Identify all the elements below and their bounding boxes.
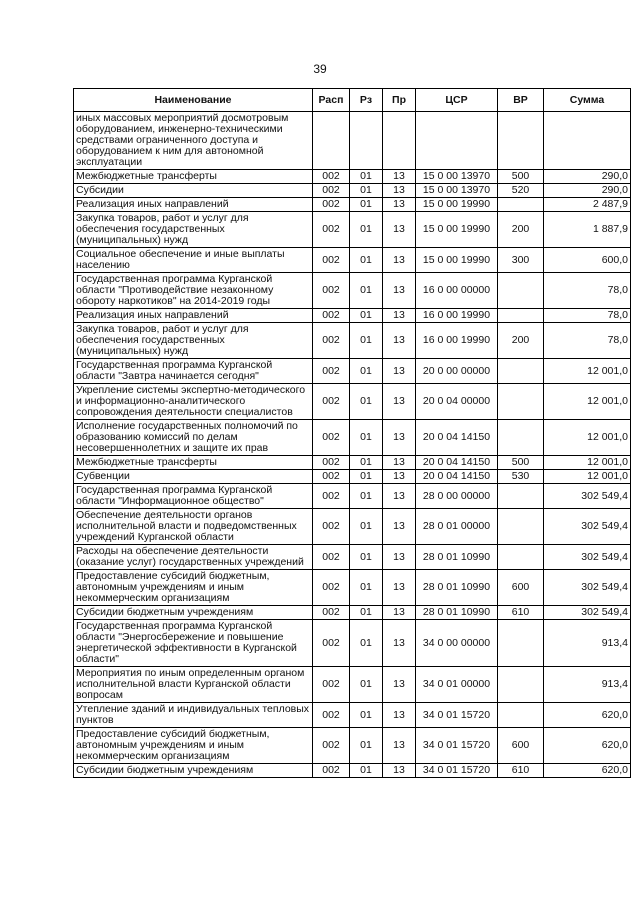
cell-csr: 16 0 00 00000 [416, 273, 498, 309]
table-row [74, 323, 631, 359]
cell-csr: 20 0 04 00000 [416, 384, 498, 420]
table-row [74, 667, 631, 703]
cell-pr: 13 [383, 545, 416, 570]
cell-sum: 2 487,9 [544, 198, 631, 212]
table-row [74, 273, 631, 309]
cell-name: Субсидии бюджетным учреждениям [74, 764, 313, 778]
cell-rasp [313, 112, 350, 170]
cell-name: Межбюджетные трансферты [74, 456, 313, 470]
cell-csr: 34 0 01 15720 [416, 728, 498, 764]
cell-pr: 13 [383, 420, 416, 456]
cell-vr [498, 545, 544, 570]
table-row [74, 184, 631, 198]
cell-rz: 01 [350, 273, 383, 309]
table-row [74, 420, 631, 456]
cell-rz: 01 [350, 184, 383, 198]
cell-rz: 01 [350, 420, 383, 456]
cell-sum: 290,0 [544, 170, 631, 184]
cell-sum: 620,0 [544, 764, 631, 778]
cell-csr: 20 0 04 14150 [416, 420, 498, 456]
table-row [74, 170, 631, 184]
cell-rz: 01 [350, 667, 383, 703]
budget-table [73, 88, 631, 778]
cell-rasp: 002 [313, 703, 350, 728]
table-row [74, 198, 631, 212]
cell-rz: 01 [350, 359, 383, 384]
table-row [74, 703, 631, 728]
table-row [74, 112, 631, 170]
cell-rz: 01 [350, 620, 383, 667]
cell-rasp: 002 [313, 509, 350, 545]
cell-vr [498, 703, 544, 728]
cell-sum: 12 001,0 [544, 470, 631, 484]
cell-rz: 01 [350, 323, 383, 359]
cell-name: Государственная программа Курганской области "Завтра начинается сегодня" [74, 359, 313, 384]
cell-sum: 12 001,0 [544, 420, 631, 456]
cell-vr: 520 [498, 184, 544, 198]
cell-rasp: 002 [313, 456, 350, 470]
cell-name: Предоставление субсидий бюджетным, автономным учреждениям и иным некоммерческим организациям [74, 728, 313, 764]
table-header-row [74, 89, 631, 112]
cell-rz: 01 [350, 606, 383, 620]
cell-rz: 01 [350, 545, 383, 570]
cell-rz: 01 [350, 198, 383, 212]
cell-vr [498, 112, 544, 170]
cell-name: Реализация иных направлений [74, 309, 313, 323]
cell-name: Реализация иных направлений [74, 198, 313, 212]
cell-rasp: 002 [313, 184, 350, 198]
cell-name: Государственная программа Курганской области "Информационное общество" [74, 484, 313, 509]
cell-pr: 13 [383, 212, 416, 248]
cell-sum: 78,0 [544, 323, 631, 359]
cell-name: Социальное обеспечение и иные выплаты населению [74, 248, 313, 273]
header-pr: Пр [383, 89, 416, 112]
cell-vr [498, 198, 544, 212]
cell-csr: 16 0 00 19990 [416, 323, 498, 359]
cell-rasp: 002 [313, 323, 350, 359]
cell-vr: 600 [498, 728, 544, 764]
cell-csr: 20 0 00 00000 [416, 359, 498, 384]
cell-rasp: 002 [313, 212, 350, 248]
cell-name: Укрепление системы экспертно-методического и информационно-аналитического сопровождения деятельности специалистов [74, 384, 313, 420]
cell-pr: 13 [383, 184, 416, 198]
table-row [74, 484, 631, 509]
cell-sum: 913,4 [544, 667, 631, 703]
cell-sum: 78,0 [544, 273, 631, 309]
cell-csr: 34 0 00 00000 [416, 620, 498, 667]
cell-name: Закупка товаров, работ и услуг для обеспечения государственных (муниципальных) нужд [74, 212, 313, 248]
cell-csr: 16 0 00 19990 [416, 309, 498, 323]
cell-csr: 15 0 00 19990 [416, 198, 498, 212]
header-sum: Сумма [544, 89, 631, 112]
cell-csr: 34 0 01 15720 [416, 703, 498, 728]
table-row [74, 570, 631, 606]
cell-vr: 200 [498, 212, 544, 248]
cell-pr: 13 [383, 198, 416, 212]
cell-pr: 13 [383, 728, 416, 764]
table-row [74, 456, 631, 470]
table-row [74, 606, 631, 620]
cell-pr: 13 [383, 764, 416, 778]
cell-csr: 15 0 00 19990 [416, 248, 498, 273]
cell-name: Межбюджетные трансферты [74, 170, 313, 184]
cell-csr: 34 0 01 00000 [416, 667, 498, 703]
cell-rasp: 002 [313, 545, 350, 570]
cell-vr [498, 420, 544, 456]
cell-rz: 01 [350, 384, 383, 420]
cell-vr: 500 [498, 456, 544, 470]
cell-rz: 01 [350, 509, 383, 545]
cell-csr: 28 0 01 00000 [416, 509, 498, 545]
cell-csr: 20 0 04 14150 [416, 470, 498, 484]
cell-name: Государственная программа Курганской области "Энергосбережение и повышение энергетической эффективности в Курганской области" [74, 620, 313, 667]
cell-vr: 500 [498, 170, 544, 184]
cell-sum: 12 001,0 [544, 384, 631, 420]
cell-vr [498, 384, 544, 420]
cell-rz: 01 [350, 212, 383, 248]
cell-sum: 302 549,4 [544, 509, 631, 545]
cell-vr [498, 620, 544, 667]
cell-rasp: 002 [313, 570, 350, 606]
cell-rasp: 002 [313, 198, 350, 212]
table-row [74, 212, 631, 248]
cell-vr [498, 273, 544, 309]
cell-vr: 200 [498, 323, 544, 359]
cell-name: Субсидии бюджетным учреждениям [74, 606, 313, 620]
cell-rz: 01 [350, 728, 383, 764]
cell-vr [498, 667, 544, 703]
cell-pr: 13 [383, 273, 416, 309]
table-row [74, 309, 631, 323]
cell-rasp: 002 [313, 309, 350, 323]
cell-sum: 302 549,4 [544, 606, 631, 620]
cell-csr: 15 0 00 13970 [416, 184, 498, 198]
cell-vr: 600 [498, 570, 544, 606]
cell-sum: 620,0 [544, 703, 631, 728]
cell-name: иных массовых мероприятий досмотровым оборудованием, инженерно-техническими средствами ограниченного доступа и оборудованием к ним для автономной эксплуатации [74, 112, 313, 170]
cell-rz: 01 [350, 470, 383, 484]
header-rasp: Расп [313, 89, 350, 112]
cell-name: Обеспечение деятельности органов исполнительной власти и подведомственных учреждений Курганской области [74, 509, 313, 545]
cell-sum: 78,0 [544, 309, 631, 323]
cell-rasp: 002 [313, 606, 350, 620]
cell-csr: 15 0 00 13970 [416, 170, 498, 184]
cell-pr: 13 [383, 606, 416, 620]
cell-pr: 13 [383, 703, 416, 728]
cell-vr: 530 [498, 470, 544, 484]
cell-rasp: 002 [313, 667, 350, 703]
cell-sum: 12 001,0 [544, 359, 631, 384]
cell-rasp: 002 [313, 620, 350, 667]
cell-sum: 620,0 [544, 728, 631, 764]
cell-pr: 13 [383, 509, 416, 545]
cell-vr [498, 359, 544, 384]
table-row [74, 384, 631, 420]
cell-rz: 01 [350, 248, 383, 273]
table-row [74, 764, 631, 778]
cell-pr: 13 [383, 309, 416, 323]
cell-rz: 01 [350, 764, 383, 778]
cell-rz: 01 [350, 456, 383, 470]
cell-rz: 01 [350, 170, 383, 184]
cell-rasp: 002 [313, 248, 350, 273]
table-row [74, 728, 631, 764]
cell-csr: 15 0 00 19990 [416, 212, 498, 248]
table-row [74, 248, 631, 273]
cell-vr [498, 509, 544, 545]
cell-pr: 13 [383, 620, 416, 667]
cell-rz: 01 [350, 703, 383, 728]
table-row [74, 620, 631, 667]
cell-pr: 13 [383, 456, 416, 470]
cell-pr: 13 [383, 248, 416, 273]
cell-rasp: 002 [313, 484, 350, 509]
cell-sum: 302 549,4 [544, 484, 631, 509]
cell-vr: 610 [498, 606, 544, 620]
cell-vr: 610 [498, 764, 544, 778]
cell-name: Исполнение государственных полномочий по образованию комиссий по делам несовершеннолетних и защите их прав [74, 420, 313, 456]
cell-sum: 913,4 [544, 620, 631, 667]
cell-rasp: 002 [313, 470, 350, 484]
cell-rz: 01 [350, 484, 383, 509]
cell-csr: 28 0 01 10990 [416, 606, 498, 620]
cell-rasp: 002 [313, 728, 350, 764]
cell-sum: 302 549,4 [544, 545, 631, 570]
cell-rz: 01 [350, 309, 383, 323]
cell-pr: 13 [383, 570, 416, 606]
cell-name: Расходы на обеспечение деятельности (оказание услуг) государственных учреждений [74, 545, 313, 570]
cell-pr: 13 [383, 384, 416, 420]
cell-csr: 34 0 01 15720 [416, 764, 498, 778]
cell-name: Субсидии [74, 184, 313, 198]
header-rz: Рз [350, 89, 383, 112]
cell-rasp: 002 [313, 420, 350, 456]
header-csr: ЦСР [416, 89, 498, 112]
cell-rasp: 002 [313, 273, 350, 309]
cell-rasp: 002 [313, 764, 350, 778]
cell-pr: 13 [383, 359, 416, 384]
table-row [74, 470, 631, 484]
header-name: Наименование [74, 89, 313, 112]
cell-name: Государственная программа Курганской области "Противодействие незаконному обороту наркотиков" на 2014-2019 годы [74, 273, 313, 309]
table-body [74, 112, 631, 778]
cell-sum: 302 549,4 [544, 570, 631, 606]
cell-pr: 13 [383, 667, 416, 703]
cell-rasp: 002 [313, 170, 350, 184]
cell-name: Предоставление субсидий бюджетным, автономным учреждениям и иным некоммерческим организациям [74, 570, 313, 606]
cell-pr [383, 112, 416, 170]
cell-name: Утепление зданий и индивидуальных тепловых пунктов [74, 703, 313, 728]
cell-pr: 13 [383, 484, 416, 509]
cell-rasp: 002 [313, 384, 350, 420]
cell-csr: 28 0 01 10990 [416, 545, 498, 570]
cell-name: Мероприятия по иным определенным органом исполнительной власти Курганской области вопросам [74, 667, 313, 703]
cell-pr: 13 [383, 323, 416, 359]
page-number: 39 [313, 62, 327, 76]
cell-sum: 12 001,0 [544, 456, 631, 470]
cell-rasp: 002 [313, 359, 350, 384]
cell-csr: 28 0 00 00000 [416, 484, 498, 509]
cell-pr: 13 [383, 170, 416, 184]
cell-vr [498, 484, 544, 509]
cell-sum: 1 887,9 [544, 212, 631, 248]
cell-sum: 290,0 [544, 184, 631, 198]
cell-csr [416, 112, 498, 170]
cell-vr [498, 309, 544, 323]
cell-name: Субвенции [74, 470, 313, 484]
header-vr: ВР [498, 89, 544, 112]
table-row [74, 359, 631, 384]
cell-name: Закупка товаров, работ и услуг для обеспечения государственных (муниципальных) нужд [74, 323, 313, 359]
cell-csr: 28 0 01 10990 [416, 570, 498, 606]
cell-vr: 300 [498, 248, 544, 273]
cell-rz: 01 [350, 570, 383, 606]
cell-pr: 13 [383, 470, 416, 484]
cell-rz [350, 112, 383, 170]
cell-sum: 600,0 [544, 248, 631, 273]
cell-csr: 20 0 04 14150 [416, 456, 498, 470]
table-row [74, 545, 631, 570]
table-row [74, 509, 631, 545]
cell-sum [544, 112, 631, 170]
